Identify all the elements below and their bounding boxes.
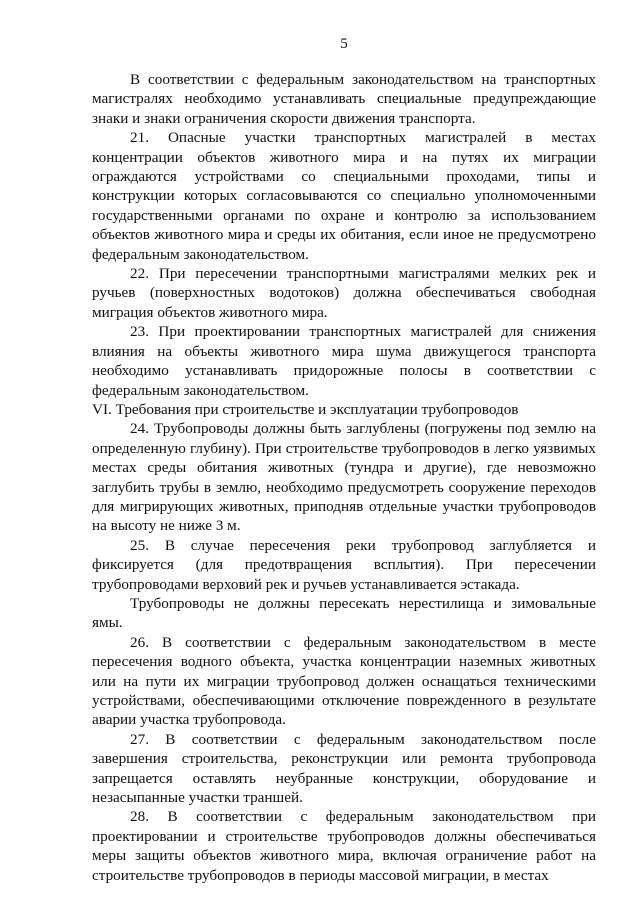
paragraph-21: 21. Опасные участки транспортных магистралей в местах концентрации объектов животного мира и на путях их миграции ограждаются устройствами со специальными проходами, типы и конструкции которых согласовываются со специально уполномоченными государственными органами по охране и контролю за использованием объектов животного мира и среды их обитания, если иное не предусмотрено федеральным законодательством. xyxy=(92,129,596,263)
paragraph-24: 24. Трубопроводы должны быть заглублены (погружены под землю на определенную глубину). При строительстве трубопроводов в легко уязвимых местах среды обитания животных (тундра и другие), где невозможно заглубить трубы в землю, необходимо предусмотреть сооружение переходов для мигрирующих животных, приподняв отдельные участки трубопроводов на высоту не ниже 3 м. xyxy=(92,420,596,535)
paragraph-26: 26. В соответствии с федеральным законодательством в месте пересечения водного объекта, участка концентрации наземных животных или на пути их миграции трубопровод должен оснащаться техническими устройствами, обеспечивающими отключение поврежденного в результате аварии участка трубопровода. xyxy=(92,633,596,729)
page-number: 5 xyxy=(340,36,348,52)
paragraph-27: 27. В соответствии с федеральным законодательством после завершения строительства, реконструкции или ремонта трубопровода запрещается оставлять неубранные конструкции, оборудование и незасыпанные участки траншей. xyxy=(92,730,596,807)
section-title: VI. Требования при строительстве и эксплуатации трубопроводов xyxy=(92,400,519,418)
paragraph-traffic-signs: В соответствии с федеральным законодательством на транспортных магистралях необходимо устанавливать специальные предупреждающие знаки и знаки ограничения скорости движения транспорта. xyxy=(92,71,596,127)
paragraph-spawning-grounds: Трубопроводы не должны пересекать нерестилища и зимовальные ямы. xyxy=(92,594,596,632)
paragraph-25: 25. В случае пересечения реки трубопровод заглубляется и фиксируется (для предотвращения всплытия). При пересечении трубопроводами верховий рек и ручьев устанавливается эстакада. xyxy=(92,536,596,593)
paragraph-23: 23. При проектировании транспортных магистралей для снижения влияния на объекты животного мира шума движущегося транспорта необходимо устанавливать придорожные полосы в соответствии с федеральным законодательством. xyxy=(92,323,596,399)
document-page xyxy=(92,0,596,885)
paragraph-28: 28. В соответствии с федеральным законодательством при проектировании и строительстве трубопроводов должны обеспечиваться меры защиты объектов животного мира, включая ограничение работ на строительстве трубопроводов в периоды массовой миграции, в местах xyxy=(92,808,596,884)
paragraph-22: 22. При пересечении транспортными магистралями мелких рек и ручьев (поверхностных водотоков) должна обеспечиваться свободная миграция объектов животного мира. xyxy=(92,265,596,321)
document-body xyxy=(92,70,596,885)
